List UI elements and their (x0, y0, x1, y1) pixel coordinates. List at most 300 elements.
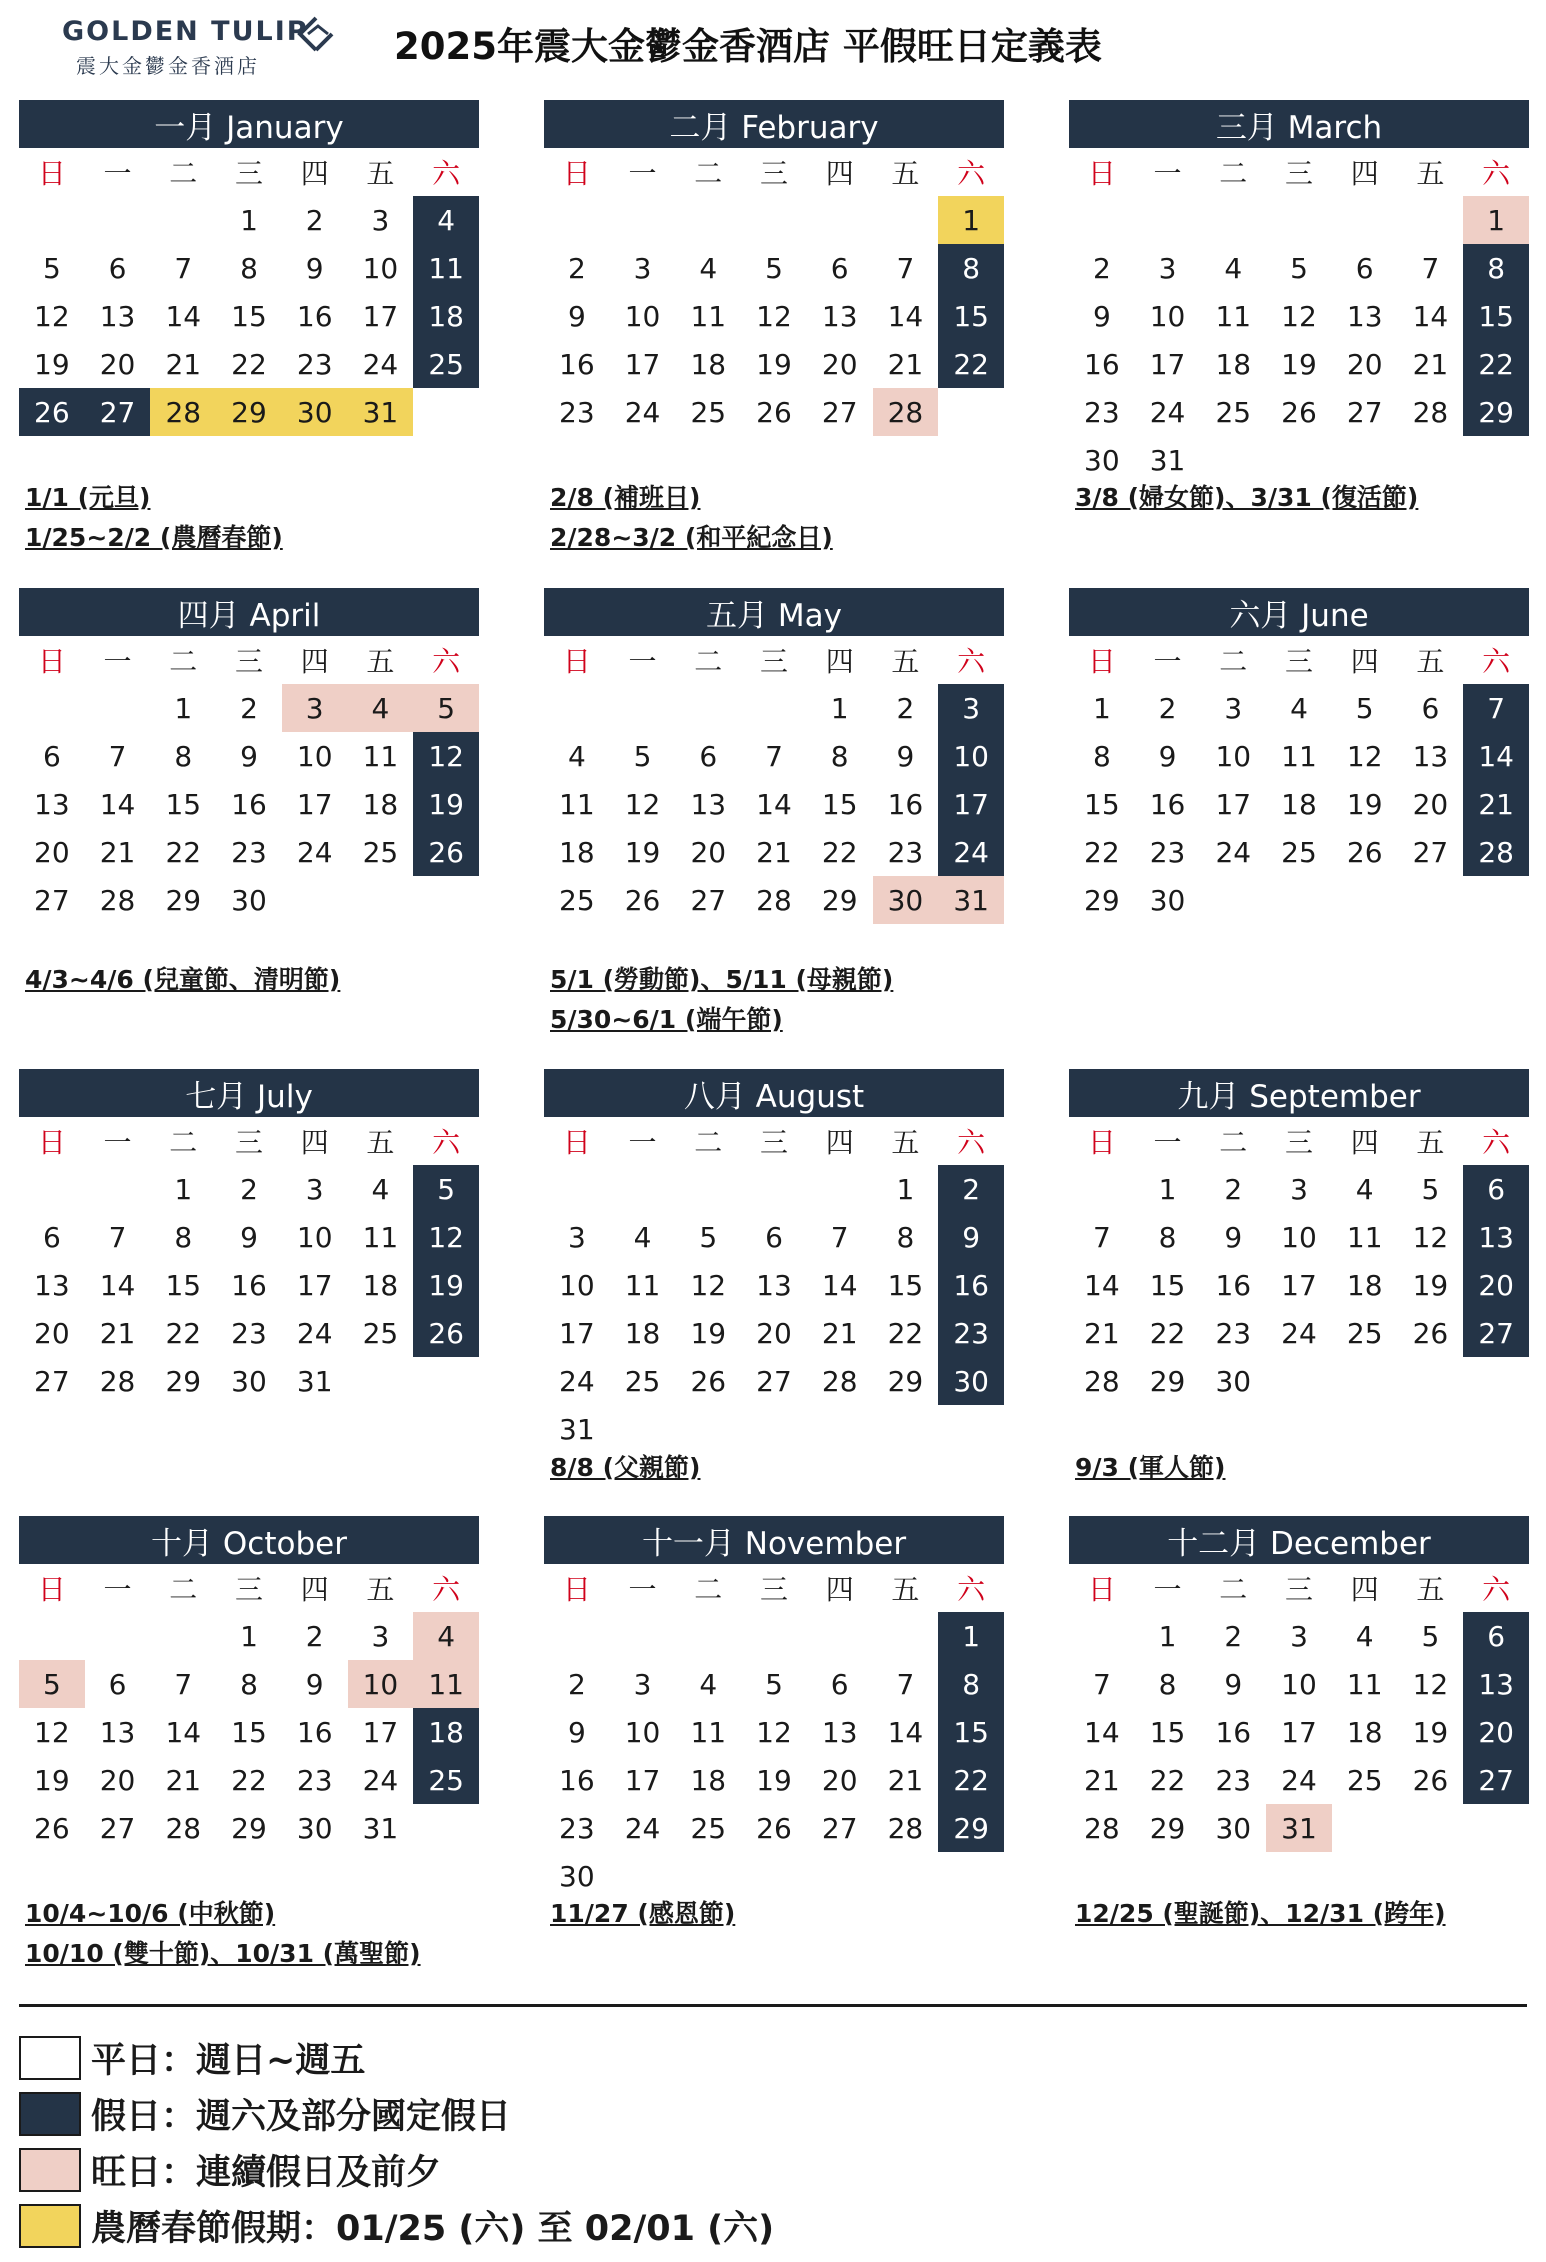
day-cell: 25 (413, 340, 479, 388)
legend-row-peak (19, 2142, 774, 2198)
day-cell: 5 (19, 1660, 85, 1708)
day-cell: 25 (690, 395, 727, 429)
day-grid (544, 1117, 1004, 1453)
day-cell: 9 (938, 1213, 1004, 1261)
weekday-header: 六 (957, 157, 986, 190)
day-grid (19, 1564, 479, 1852)
weekday-header: 四 (1350, 1126, 1379, 1159)
day-cell: 6 (830, 251, 849, 285)
day-cell: 21 (1412, 347, 1449, 381)
weekday-header: 五 (891, 645, 920, 678)
weekday-header: 三 (759, 1573, 788, 1606)
day-cell: 6 (1463, 1165, 1529, 1213)
weekday-header: 六 (432, 157, 461, 190)
month-calendar (19, 1516, 479, 1852)
day-cell: 18 (413, 292, 479, 340)
day-cell: 10 (1149, 299, 1186, 333)
weekday-header: 六 (957, 1573, 986, 1606)
holiday-note: 3/8 (婦女節)、3/31 (復活節) (1075, 483, 1419, 512)
day-cell: 26 (756, 395, 792, 429)
day-cell: 5 (413, 684, 479, 732)
day-cell: 29 (165, 883, 202, 917)
day-cell: 4 (1224, 251, 1243, 285)
month-calendar (1069, 588, 1529, 924)
day-cell: 26 (34, 1811, 70, 1845)
day-cell: 21 (1084, 1316, 1120, 1350)
day-cell: 23 (296, 347, 333, 381)
month-calendar (544, 1069, 1004, 1453)
day-cell: 15 (1149, 1268, 1186, 1302)
day-cell: 11 (362, 739, 399, 773)
day-cell: 2 (938, 1165, 1004, 1213)
weekday-header: 六 (432, 645, 461, 678)
day-cell: 21 (99, 1316, 136, 1350)
day-cell: 6 (42, 739, 61, 773)
month-title: 十一月 November (544, 1516, 1004, 1564)
holiday-note: 10/10 (雙十節)、10/31 (萬聖節) (25, 1939, 421, 1968)
day-cell: 29 (1084, 883, 1120, 917)
day-cell: 26 (690, 1364, 727, 1398)
empty-cell (610, 1165, 676, 1213)
day-cell: 17 (1281, 1715, 1317, 1749)
day-cell: 18 (1346, 1715, 1383, 1749)
day-cell: 19 (1412, 1715, 1449, 1749)
legend-label: 平日：週日~週五 (91, 2041, 366, 2081)
day-cell: 2 (896, 691, 915, 725)
day-cell: 17 (362, 299, 399, 333)
day-cell: 11 (1346, 1220, 1383, 1254)
day-cell: 9 (305, 251, 324, 285)
day-cell: 27 (1346, 395, 1383, 429)
weekday-header: 日 (37, 1126, 66, 1159)
day-cell: 3 (371, 1619, 390, 1653)
month-calendar (1069, 1069, 1529, 1405)
weekday-header: 二 (694, 645, 723, 678)
day-cell: 13 (821, 1715, 858, 1749)
day-cell: 2 (240, 691, 258, 725)
weekday-header: 三 (1284, 157, 1313, 190)
day-cell: 4 (1290, 691, 1308, 725)
day-cell: 16 (1084, 347, 1120, 381)
day-cell: 27 (34, 883, 70, 917)
page-title: 2025年震大金鬱金香酒店 平假旺日定義表 (394, 25, 1102, 68)
day-cell: 31 (1266, 1804, 1332, 1852)
day-grid (19, 1117, 479, 1405)
day-cell: 30 (1149, 883, 1186, 917)
day-cell: 10 (348, 1660, 414, 1708)
weekday-header: 四 (300, 157, 329, 190)
day-cell: 25 (1346, 1316, 1383, 1350)
day-cell: 12 (413, 1213, 479, 1261)
weekday-header: 三 (1284, 1573, 1313, 1606)
day-cell: 18 (624, 1316, 661, 1350)
holiday-note: 4/3~4/6 (兒童節、清明節) (25, 965, 341, 994)
weekday-header: 日 (1087, 157, 1116, 190)
day-cell: 23 (887, 835, 924, 869)
month-title: 十月 October (19, 1516, 479, 1564)
day-cell: 16 (296, 1715, 333, 1749)
day-cell: 14 (887, 1715, 924, 1749)
empty-cell (610, 684, 676, 732)
weekday-header: 三 (759, 645, 788, 678)
day-cell: 1 (240, 1619, 258, 1653)
holiday-note: 5/30~6/1 (端午節) (550, 1005, 783, 1034)
day-cell: 12 (756, 1715, 792, 1749)
day-cell: 24 (1149, 395, 1186, 429)
day-cell: 2 (305, 1619, 324, 1653)
day-cell: 29 (1463, 388, 1529, 436)
day-cell: 1 (1158, 1172, 1177, 1206)
weekday-header: 一 (628, 645, 657, 678)
legend-row-new-year (19, 2198, 774, 2254)
day-cell: 17 (296, 787, 333, 821)
day-cell: 28 (99, 1364, 136, 1398)
day-cell: 2 (1092, 251, 1111, 285)
day-cell: 20 (99, 347, 136, 381)
holiday-note: 9/3 (軍人節) (1075, 1453, 1226, 1482)
day-cell: 27 (821, 395, 858, 429)
weekday-header: 二 (169, 645, 198, 678)
day-grid (1069, 148, 1529, 484)
day-cell: 8 (1158, 1667, 1177, 1701)
day-cell: 27 (1463, 1309, 1529, 1357)
page-header (0, 0, 1546, 90)
day-cell: 12 (34, 299, 70, 333)
month-notes (25, 478, 495, 558)
day-grid (1069, 1564, 1529, 1852)
day-cell: 25 (690, 1811, 727, 1845)
day-cell: 19 (1346, 787, 1383, 821)
legend-row-weekday (19, 2030, 774, 2086)
day-cell: 23 (1149, 835, 1186, 869)
day-cell: 13 (1463, 1660, 1529, 1708)
day-cell: 5 (765, 1667, 783, 1701)
day-cell: 11 (624, 1268, 661, 1302)
day-cell: 14 (821, 1268, 858, 1302)
day-cell: 9 (567, 299, 586, 333)
weekday-header: 五 (366, 1126, 395, 1159)
month-calendar (1069, 100, 1529, 484)
weekday-header: 五 (891, 1573, 920, 1606)
day-cell: 26 (413, 828, 479, 876)
day-cell: 16 (231, 1268, 267, 1302)
day-cell: 27 (85, 388, 151, 436)
day-cell: 8 (1463, 244, 1529, 292)
empty-cell (741, 196, 807, 244)
day-cell: 10 (1281, 1220, 1317, 1254)
day-cell: 8 (240, 1667, 258, 1701)
day-cell: 24 (1215, 835, 1252, 869)
day-cell: 28 (821, 1364, 858, 1398)
month-calendar (19, 100, 479, 436)
day-cell: 7 (174, 251, 193, 285)
day-cell: 4 (371, 1172, 390, 1206)
day-cell: 30 (282, 388, 348, 436)
weekday-swatch (19, 2036, 81, 2080)
day-grid (19, 636, 479, 924)
empty-cell (741, 1165, 807, 1213)
day-cell: 11 (362, 1220, 399, 1254)
day-grid (1069, 636, 1529, 924)
weekday-header: 六 (1482, 1573, 1511, 1606)
day-cell: 25 (624, 1364, 661, 1398)
day-cell: 4 (413, 1612, 479, 1660)
day-cell: 19 (413, 1261, 479, 1309)
day-cell: 6 (1463, 1612, 1529, 1660)
day-cell: 18 (362, 787, 399, 821)
day-cell: 11 (690, 299, 727, 333)
day-cell: 30 (873, 876, 939, 924)
weekday-header: 二 (694, 1126, 723, 1159)
day-cell: 23 (231, 1316, 267, 1350)
weekday-header: 二 (1219, 1126, 1248, 1159)
day-cell: 21 (1463, 780, 1529, 828)
day-cell: 11 (413, 244, 479, 292)
empty-cell (675, 1612, 741, 1660)
day-cell: 20 (1346, 347, 1383, 381)
weekday-header: 五 (1416, 1573, 1445, 1606)
day-cell: 31 (296, 1364, 333, 1398)
day-cell: 16 (231, 787, 267, 821)
weekday-header: 五 (891, 157, 920, 190)
weekday-header: 六 (957, 1126, 986, 1159)
tulip-logo-icon (294, 14, 340, 54)
month-title: 四月 April (19, 588, 479, 636)
weekday-header: 日 (1087, 645, 1116, 678)
day-cell: 3 (371, 203, 390, 237)
weekday-header: 一 (1153, 1573, 1182, 1606)
day-cell: 13 (34, 787, 70, 821)
day-cell: 22 (1149, 1316, 1186, 1350)
day-cell: 9 (896, 739, 915, 773)
day-grid (19, 148, 479, 436)
day-cell: 1 (174, 1172, 193, 1206)
day-cell: 10 (624, 1715, 661, 1749)
day-cell: 20 (1463, 1261, 1529, 1309)
empty-cell (675, 196, 741, 244)
day-cell: 20 (690, 835, 727, 869)
day-cell: 26 (413, 1309, 479, 1357)
weekday-header: 三 (1284, 1126, 1313, 1159)
empty-cell (1398, 196, 1464, 244)
weekday-header: 三 (759, 157, 788, 190)
day-cell: 26 (1412, 1763, 1449, 1797)
month-notes (550, 960, 1020, 1040)
day-cell: 30 (296, 1811, 333, 1845)
day-cell: 8 (240, 251, 258, 285)
weekday-header: 四 (1350, 157, 1379, 190)
weekday-header: 二 (169, 1126, 198, 1159)
day-cell: 23 (1215, 1316, 1252, 1350)
day-grid (1069, 1117, 1529, 1405)
legend-label: 農曆春節假期：01/25 (六) 至 02/01 (六) (91, 2209, 775, 2249)
day-cell: 7 (108, 1220, 127, 1254)
weekday-header: 一 (628, 1126, 657, 1159)
day-cell: 13 (821, 299, 858, 333)
weekday-header: 一 (1153, 645, 1182, 678)
day-cell: 21 (821, 1316, 858, 1350)
day-cell: 25 (559, 883, 595, 917)
weekday-header: 六 (432, 1573, 461, 1606)
weekday-header: 日 (562, 1126, 591, 1159)
empty-cell (85, 1165, 151, 1213)
day-cell: 28 (1412, 395, 1449, 429)
day-cell: 17 (1149, 347, 1186, 381)
day-cell: 23 (1084, 395, 1120, 429)
day-cell: 27 (34, 1364, 70, 1398)
empty-cell (150, 196, 216, 244)
day-cell: 20 (1412, 787, 1449, 821)
day-cell: 19 (756, 1763, 792, 1797)
empty-cell (1069, 1612, 1135, 1660)
day-cell: 19 (34, 347, 70, 381)
day-cell: 1 (1463, 196, 1529, 244)
month-calendar (544, 100, 1004, 436)
day-cell: 25 (362, 835, 399, 869)
holiday-note: 2/8 (補班日) (550, 483, 701, 512)
day-cell: 15 (231, 299, 267, 333)
day-cell: 8 (174, 1220, 193, 1254)
day-cell: 13 (1346, 299, 1383, 333)
holiday-note: 1/1 (元旦) (25, 483, 151, 512)
day-cell: 22 (938, 340, 1004, 388)
day-cell: 25 (362, 1316, 399, 1350)
day-cell: 1 (1092, 691, 1111, 725)
day-grid (544, 148, 1004, 436)
day-cell: 23 (231, 835, 267, 869)
weekday-header: 二 (694, 157, 723, 190)
holiday-note: 11/27 (感恩節) (550, 1899, 736, 1928)
day-cell: 15 (165, 1268, 202, 1302)
weekday-header: 三 (1284, 645, 1313, 678)
day-cell: 27 (821, 1811, 858, 1845)
empty-cell (19, 684, 85, 732)
logo-chinese: 震大金鬱金香酒店 (76, 54, 260, 78)
day-cell: 5 (699, 1220, 718, 1254)
day-cell: 16 (938, 1261, 1004, 1309)
weekday-header: 一 (1153, 157, 1182, 190)
empty-cell (544, 196, 610, 244)
day-cell: 21 (165, 1763, 202, 1797)
day-cell: 6 (42, 1220, 61, 1254)
weekday-header: 四 (300, 645, 329, 678)
weekday-header: 四 (825, 1126, 854, 1159)
day-cell: 12 (34, 1715, 70, 1749)
day-cell: 16 (1149, 787, 1186, 821)
day-cell: 15 (938, 292, 1004, 340)
day-cell: 22 (231, 347, 267, 381)
month-title: 三月 March (1069, 100, 1529, 148)
day-cell: 26 (1281, 395, 1317, 429)
day-cell: 3 (1290, 1172, 1308, 1206)
day-cell: 3 (282, 684, 348, 732)
day-cell: 30 (1215, 1364, 1252, 1398)
day-cell: 31 (559, 1412, 595, 1446)
weekday-header: 一 (628, 157, 657, 190)
day-cell: 8 (938, 244, 1004, 292)
weekday-header: 日 (562, 157, 591, 190)
day-cell: 28 (887, 1811, 924, 1845)
day-cell: 7 (1092, 1220, 1111, 1254)
day-cell: 1 (240, 203, 258, 237)
day-cell: 4 (1355, 1619, 1374, 1653)
month-calendar (19, 588, 479, 924)
day-cell: 31 (938, 876, 1004, 924)
day-cell: 29 (231, 1811, 267, 1845)
day-cell: 26 (19, 388, 85, 436)
empty-cell (610, 1612, 676, 1660)
day-cell: 12 (624, 787, 661, 821)
day-cell: 24 (296, 1316, 333, 1350)
empty-cell (19, 1165, 85, 1213)
day-cell: 23 (559, 1811, 595, 1845)
day-cell: 27 (99, 1811, 136, 1845)
day-cell: 10 (624, 299, 661, 333)
day-cell: 29 (1149, 1364, 1186, 1398)
legend-label: 旺日：連續假日及前夕 (91, 2153, 442, 2193)
day-cell: 15 (165, 787, 202, 821)
day-cell: 30 (1084, 443, 1120, 477)
day-cell: 7 (1092, 1667, 1111, 1701)
day-cell: 27 (690, 883, 727, 917)
empty-cell (807, 1165, 873, 1213)
day-cell: 25 (1346, 1763, 1383, 1797)
empty-cell (150, 1612, 216, 1660)
day-cell: 29 (821, 883, 858, 917)
empty-cell (85, 1612, 151, 1660)
weekday-header: 三 (234, 1126, 263, 1159)
day-cell: 15 (231, 1715, 267, 1749)
month-notes (1075, 1448, 1545, 1488)
day-cell: 10 (1281, 1667, 1317, 1701)
month-title: 九月 September (1069, 1069, 1529, 1117)
legend (19, 2030, 774, 2254)
month-title: 一月 January (19, 100, 479, 148)
day-cell: 11 (1346, 1667, 1383, 1701)
weekday-header: 五 (366, 645, 395, 678)
day-cell: 14 (1463, 732, 1529, 780)
weekday-header: 六 (1482, 1126, 1511, 1159)
empty-cell (807, 1612, 873, 1660)
month-notes (1075, 1894, 1545, 1934)
day-cell: 6 (765, 1220, 783, 1254)
day-cell: 5 (765, 251, 783, 285)
day-cell: 14 (887, 299, 924, 333)
day-cell: 10 (559, 1268, 595, 1302)
day-cell: 9 (1158, 739, 1177, 773)
day-cell: 17 (624, 347, 661, 381)
day-cell: 23 (938, 1309, 1004, 1357)
holiday-swatch (19, 2092, 81, 2136)
day-cell: 21 (165, 347, 202, 381)
holiday-note: 8/8 (父親節) (550, 1453, 701, 1482)
day-cell: 27 (1463, 1756, 1529, 1804)
day-cell: 31 (1149, 443, 1186, 477)
day-cell: 5 (1421, 1172, 1440, 1206)
day-cell: 31 (362, 1811, 399, 1845)
day-cell: 22 (165, 835, 202, 869)
weekday-header: 一 (103, 1573, 132, 1606)
day-cell: 6 (830, 1667, 849, 1701)
day-cell: 9 (1092, 299, 1111, 333)
day-cell: 3 (567, 1220, 586, 1254)
day-grid (544, 1564, 1004, 1900)
day-cell: 20 (821, 1763, 858, 1797)
weekday-header: 三 (234, 157, 263, 190)
day-cell: 10 (296, 739, 333, 773)
weekday-header: 一 (103, 1126, 132, 1159)
weekday-header: 四 (825, 645, 854, 678)
